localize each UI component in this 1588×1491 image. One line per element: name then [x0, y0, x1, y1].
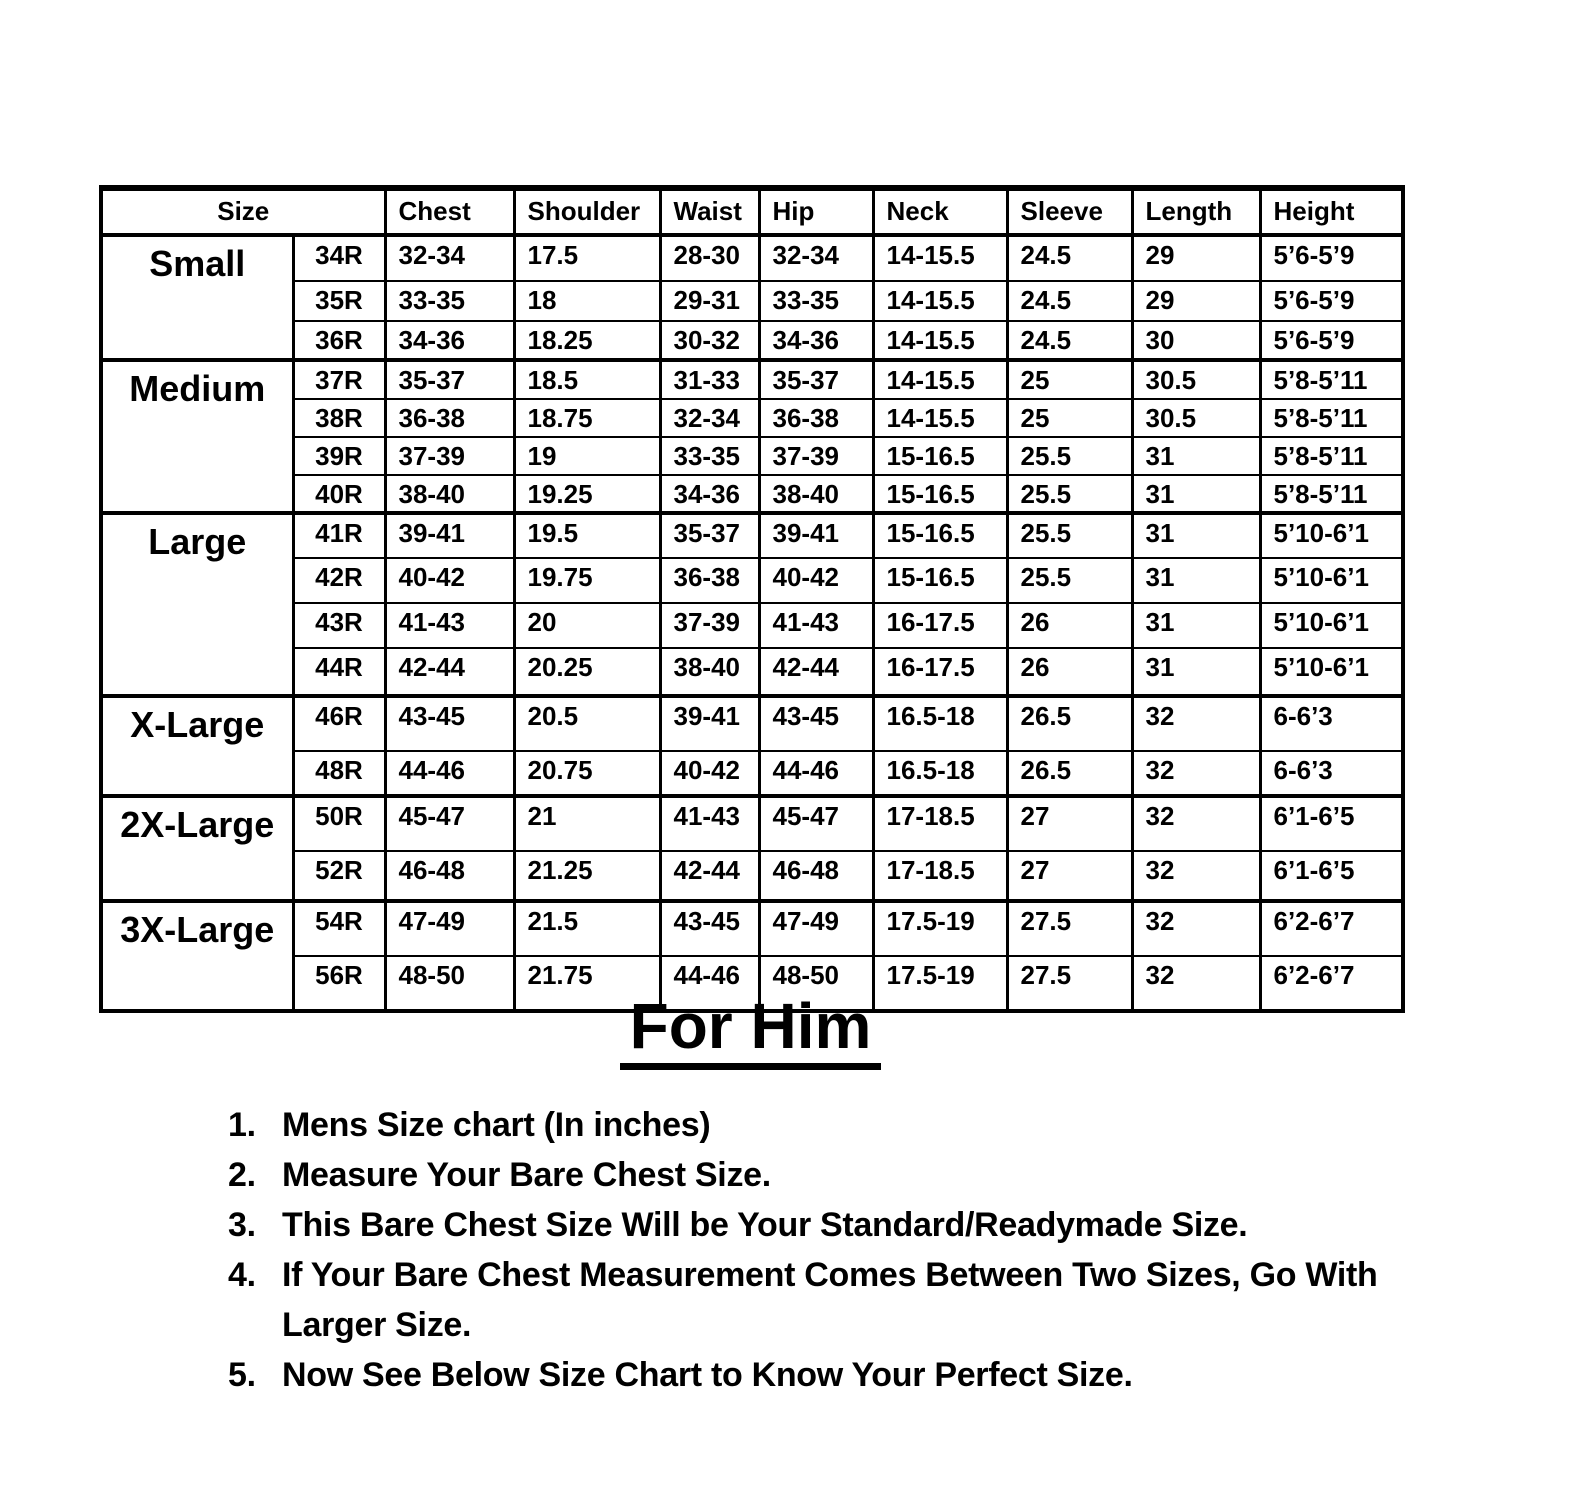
measurement-cell: 39-41 [660, 696, 759, 751]
measurement-cell: 16.5-18 [873, 751, 1007, 796]
measurement-cell: 21 [514, 796, 660, 851]
measurement-cell: 32 [1132, 796, 1260, 851]
measurement-cell: 18.25 [514, 321, 660, 360]
measurement-cell: 25.5 [1007, 513, 1132, 558]
measurement-cell: 37-39 [660, 603, 759, 648]
measurement-cell: 39-41 [385, 513, 514, 558]
measurement-cell: 35-37 [759, 360, 873, 399]
table-row [101, 901, 1403, 956]
measurement-cell: 46-48 [759, 851, 873, 901]
measurement-cell: 43-45 [759, 696, 873, 751]
column-header: Length [1132, 188, 1260, 235]
measurement-cell: 48-50 [385, 956, 514, 1011]
table-row [101, 558, 1403, 603]
instruction-item [228, 1250, 1438, 1350]
measurement-cell: 30 [1132, 321, 1260, 360]
size-code-cell: 50R [293, 796, 385, 851]
measurement-cell: 34-36 [759, 321, 873, 360]
measurement-cell: 38-40 [660, 648, 759, 696]
measurement-cell: 32 [1132, 901, 1260, 956]
measurement-cell: 17-18.5 [873, 851, 1007, 901]
measurement-cell: 35-37 [660, 513, 759, 558]
size-group-label: X-Large [101, 696, 293, 796]
measurement-cell: 33-35 [660, 437, 759, 475]
measurement-cell: 6’1-6’5 [1260, 796, 1403, 851]
measurement-cell: 32 [1132, 751, 1260, 796]
measurement-cell: 5’6-5’9 [1260, 321, 1403, 360]
table-row [101, 360, 1403, 399]
table-row [101, 603, 1403, 648]
measurement-cell: 5’8-5’11 [1260, 437, 1403, 475]
measurement-cell: 6-6’3 [1260, 696, 1403, 751]
measurement-cell: 42-44 [660, 851, 759, 901]
measurement-cell: 41-43 [759, 603, 873, 648]
measurement-cell: 24.5 [1007, 281, 1132, 321]
measurement-cell: 19.25 [514, 475, 660, 514]
measurement-cell: 24.5 [1007, 321, 1132, 360]
measurement-cell: 5’10-6’1 [1260, 513, 1403, 558]
measurement-cell: 25 [1007, 360, 1132, 399]
measurement-cell: 46-48 [385, 851, 514, 901]
size-table-body [101, 235, 1403, 1011]
measurement-cell: 32 [1132, 851, 1260, 901]
size-code-cell: 52R [293, 851, 385, 901]
measurement-cell: 37-39 [759, 437, 873, 475]
instruction-number: 3. [228, 1206, 256, 1244]
measurement-cell: 19.5 [514, 513, 660, 558]
measurement-cell: 41-43 [660, 796, 759, 851]
measurement-cell: 31 [1132, 558, 1260, 603]
measurement-cell: 32-34 [660, 399, 759, 437]
measurement-cell: 21.5 [514, 901, 660, 956]
table-row [101, 796, 1403, 851]
header-row [101, 188, 1403, 235]
measurement-cell: 33-35 [385, 281, 514, 321]
instruction-text: Now See Below Size Chart to Know Your Perfect Size. [282, 1356, 1133, 1394]
measurement-cell: 38-40 [759, 475, 873, 514]
measurement-cell: 6-6’3 [1260, 751, 1403, 796]
measurement-cell: 42-44 [759, 648, 873, 696]
size-group-label: 3X-Large [101, 901, 293, 1011]
size-chart-table [99, 185, 1405, 1013]
measurement-cell: 20.5 [514, 696, 660, 751]
measurement-cell: 15-16.5 [873, 513, 1007, 558]
measurement-cell: 26 [1007, 648, 1132, 696]
size-code-cell: 42R [293, 558, 385, 603]
size-group-label: 2X-Large [101, 796, 293, 901]
measurement-cell: 5’8-5’11 [1260, 475, 1403, 514]
measurement-cell: 47-49 [385, 901, 514, 956]
size-code-cell: 34R [293, 235, 385, 281]
measurement-cell: 40-42 [660, 751, 759, 796]
measurement-cell: 5’10-6’1 [1260, 603, 1403, 648]
instruction-number: 5. [228, 1356, 256, 1394]
measurement-cell: 25.5 [1007, 475, 1132, 514]
measurement-cell: 48-50 [759, 956, 873, 1011]
size-code-cell: 43R [293, 603, 385, 648]
measurement-cell: 36-38 [759, 399, 873, 437]
measurement-cell: 41-43 [385, 603, 514, 648]
measurement-cell: 18.75 [514, 399, 660, 437]
table-row [101, 696, 1403, 751]
column-header: Neck [873, 188, 1007, 235]
size-code-cell: 37R [293, 360, 385, 399]
measurement-cell: 19 [514, 437, 660, 475]
measurement-cell: 27 [1007, 796, 1132, 851]
instruction-text: If Your Bare Chest Measurement Comes Between Two Sizes, Go With Larger Size. [282, 1256, 1378, 1344]
column-header: Sleeve [1007, 188, 1132, 235]
measurement-cell: 27.5 [1007, 901, 1132, 956]
instruction-item [228, 1350, 1438, 1400]
column-header: Shoulder [514, 188, 660, 235]
measurement-cell: 32-34 [759, 235, 873, 281]
measurement-cell: 35-37 [385, 360, 514, 399]
size-code-cell: 54R [293, 901, 385, 956]
table-row [101, 851, 1403, 901]
measurement-cell: 5’10-6’1 [1260, 648, 1403, 696]
instructions-list [228, 1100, 1438, 1400]
measurement-cell: 29 [1132, 235, 1260, 281]
measurement-cell: 44-46 [385, 751, 514, 796]
measurement-cell: 45-47 [385, 796, 514, 851]
measurement-cell: 5’6-5’9 [1260, 235, 1403, 281]
measurement-cell: 17.5 [514, 235, 660, 281]
measurement-cell: 36-38 [385, 399, 514, 437]
measurement-cell: 32 [1132, 696, 1260, 751]
table-row [101, 235, 1403, 281]
instruction-number: 2. [228, 1156, 256, 1194]
measurement-cell: 27.5 [1007, 956, 1132, 1011]
measurement-cell: 31 [1132, 648, 1260, 696]
size-code-cell: 41R [293, 513, 385, 558]
column-header: Waist [660, 188, 759, 235]
measurement-cell: 17.5-19 [873, 956, 1007, 1011]
table-row [101, 648, 1403, 696]
measurement-cell: 40-42 [385, 558, 514, 603]
size-code-cell: 48R [293, 751, 385, 796]
measurement-cell: 5’8-5’11 [1260, 360, 1403, 399]
column-header: Hip [759, 188, 873, 235]
measurement-cell: 15-16.5 [873, 475, 1007, 514]
measurement-cell: 34-36 [660, 475, 759, 514]
instruction-text: Measure Your Bare Chest Size. [282, 1156, 771, 1194]
instruction-number: 4. [228, 1256, 256, 1294]
measurement-cell: 47-49 [759, 901, 873, 956]
measurement-cell: 15-16.5 [873, 437, 1007, 475]
measurement-cell: 18 [514, 281, 660, 321]
size-code-cell: 46R [293, 696, 385, 751]
instruction-item [228, 1150, 1438, 1200]
size-code-cell: 38R [293, 399, 385, 437]
instruction-item [228, 1200, 1438, 1250]
table-row [101, 513, 1403, 558]
measurement-cell: 20.25 [514, 648, 660, 696]
measurement-cell: 28-30 [660, 235, 759, 281]
measurement-cell: 6’2-6’7 [1260, 956, 1403, 1011]
instruction-number: 1. [228, 1106, 256, 1144]
size-code-cell: 56R [293, 956, 385, 1011]
measurement-cell: 14-15.5 [873, 235, 1007, 281]
measurement-cell: 14-15.5 [873, 281, 1007, 321]
measurement-cell: 5’6-5’9 [1260, 281, 1403, 321]
measurement-cell: 17-18.5 [873, 796, 1007, 851]
measurement-cell: 19.75 [514, 558, 660, 603]
size-code-cell: 36R [293, 321, 385, 360]
measurement-cell: 27 [1007, 851, 1132, 901]
measurement-cell: 43-45 [660, 901, 759, 956]
measurement-cell: 16.5-18 [873, 696, 1007, 751]
measurement-cell: 32 [1132, 956, 1260, 1011]
table-row [101, 399, 1403, 437]
instruction-item [228, 1100, 1438, 1150]
instruction-text: Mens Size chart (In inches) [282, 1106, 711, 1144]
measurement-cell: 20.75 [514, 751, 660, 796]
for-him-heading [99, 990, 1402, 1070]
measurement-cell: 44-46 [660, 956, 759, 1011]
measurement-cell: 36-38 [660, 558, 759, 603]
measurement-cell: 24.5 [1007, 235, 1132, 281]
measurement-cell: 39-41 [759, 513, 873, 558]
measurement-cell: 30.5 [1132, 399, 1260, 437]
table-row [101, 321, 1403, 360]
measurement-cell: 26.5 [1007, 751, 1132, 796]
measurement-cell: 30-32 [660, 321, 759, 360]
table-row [101, 475, 1403, 514]
for-him-heading-text: For Him [620, 993, 882, 1070]
measurement-cell: 42-44 [385, 648, 514, 696]
measurement-cell: 43-45 [385, 696, 514, 751]
measurement-cell: 25 [1007, 399, 1132, 437]
measurement-cell: 29-31 [660, 281, 759, 321]
measurement-cell: 29 [1132, 281, 1260, 321]
measurement-cell: 21.75 [514, 956, 660, 1011]
size-group-label: Large [101, 513, 293, 696]
measurement-cell: 40-42 [759, 558, 873, 603]
size-group-label: Small [101, 235, 293, 360]
column-header: Height [1260, 188, 1403, 235]
measurement-cell: 6’1-6’5 [1260, 851, 1403, 901]
table-row [101, 281, 1403, 321]
measurement-cell: 31 [1132, 603, 1260, 648]
measurement-cell: 45-47 [759, 796, 873, 851]
measurement-cell: 33-35 [759, 281, 873, 321]
measurement-cell: 5’10-6’1 [1260, 558, 1403, 603]
measurement-cell: 25.5 [1007, 558, 1132, 603]
table-row [101, 751, 1403, 796]
column-header: Chest [385, 188, 514, 235]
measurement-cell: 6’2-6’7 [1260, 901, 1403, 956]
table-row [101, 437, 1403, 475]
measurement-cell: 26.5 [1007, 696, 1132, 751]
measurement-cell: 17.5-19 [873, 901, 1007, 956]
measurement-cell: 21.25 [514, 851, 660, 901]
measurement-cell: 20 [514, 603, 660, 648]
measurement-cell: 14-15.5 [873, 399, 1007, 437]
measurement-cell: 14-15.5 [873, 360, 1007, 399]
measurement-cell: 18.5 [514, 360, 660, 399]
measurement-cell: 15-16.5 [873, 558, 1007, 603]
instruction-text: This Bare Chest Size Will be Your Standard/Readymade Size. [282, 1206, 1248, 1244]
measurement-cell: 26 [1007, 603, 1132, 648]
measurement-cell: 31 [1132, 475, 1260, 514]
measurement-cell: 5’8-5’11 [1260, 399, 1403, 437]
measurement-cell: 14-15.5 [873, 321, 1007, 360]
size-code-cell: 35R [293, 281, 385, 321]
measurement-cell: 37-39 [385, 437, 514, 475]
measurement-cell: 44-46 [759, 751, 873, 796]
size-code-cell: 39R [293, 437, 385, 475]
measurement-cell: 31 [1132, 513, 1260, 558]
measurement-cell: 32-34 [385, 235, 514, 281]
measurement-cell: 31 [1132, 437, 1260, 475]
measurement-cell: 31-33 [660, 360, 759, 399]
measurement-cell: 30.5 [1132, 360, 1260, 399]
size-code-cell: 40R [293, 475, 385, 514]
measurement-cell: 38-40 [385, 475, 514, 514]
size-code-cell: 44R [293, 648, 385, 696]
measurement-cell: 34-36 [385, 321, 514, 360]
size-column-header: Size [101, 188, 385, 235]
measurement-cell: 25.5 [1007, 437, 1132, 475]
size-group-label: Medium [101, 360, 293, 514]
measurement-cell: 16-17.5 [873, 648, 1007, 696]
measurement-cell: 16-17.5 [873, 603, 1007, 648]
